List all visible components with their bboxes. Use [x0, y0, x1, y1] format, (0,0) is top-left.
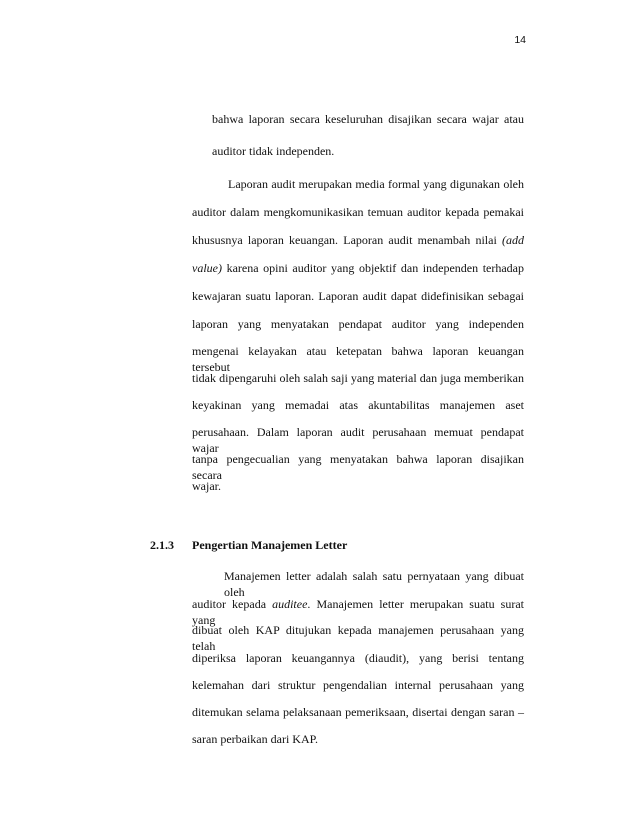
italic-term: value) — [192, 261, 222, 275]
page-number: 14 — [514, 34, 526, 46]
paragraph-line: saran perbaikan dari KAP. — [192, 732, 318, 746]
paragraph-line: tidak dipengaruhi oleh salah saji yang material dan juga memberikan — [192, 371, 524, 385]
section-number: 2.1.3 — [150, 538, 174, 552]
text-segment: karena opini auditor yang objektif dan independen terhadap — [226, 261, 525, 275]
paragraph-line: perusahaan. Dalam laporan audit perusahaan memuat pendapat wajar — [192, 425, 524, 455]
paragraph-line: diperiksa laporan keuangannya (diaudit), yang berisi tentang — [192, 651, 524, 665]
text-segment: . Manajemen letter merupakan suatu surat yang — [192, 597, 524, 627]
continuation-line: auditor tidak independen. — [212, 144, 335, 158]
paragraph-line: kelemahan dari struktur pengendalian internal perusahaan yang — [192, 678, 524, 692]
paragraph-line: kewajaran suatu laporan. Laporan audit dapat didefinisikan sebagai — [192, 289, 524, 303]
paragraph-line: ditemukan selama pelaksanaan pemeriksaan, disertai dengan saran – — [192, 705, 524, 719]
paragraph-line: Laporan audit merupakan media formal yang digunakan oleh — [228, 177, 524, 191]
italic-term: auditee — [272, 597, 308, 611]
paragraph-line: dibuat oleh KAP ditujukan kepada manajemen perusahaan yang telah — [192, 623, 524, 653]
paragraph-line: tanpa pengecualian yang menyatakan bahwa laporan disajikan secara — [192, 452, 524, 482]
paragraph-line — [192, 260, 524, 276]
paragraph-line: keyakinan yang memadai atas akuntabilitas manajemen aset — [192, 398, 524, 412]
paragraph-line — [192, 232, 524, 248]
paragraph-line: wajar. — [192, 479, 221, 493]
paragraph-line: Manajemen letter adalah salah satu pernyataan yang dibuat oleh — [224, 569, 524, 599]
paragraph-line: laporan yang menyatakan pendapat auditor yang independen — [192, 317, 524, 331]
section-title: Pengertian Manajemen Letter — [192, 538, 348, 552]
text-segment: khususnya laporan keuangan. Laporan audit menambah nilai — [192, 233, 497, 247]
text-segment: auditor kepada — [192, 597, 267, 611]
continuation-line: bahwa laporan secara keseluruhan disajikan secara wajar atau — [212, 112, 524, 126]
paragraph-line: auditor dalam mengkomunikasikan temuan auditor kepada pemakai — [192, 205, 524, 219]
italic-term: (add — [502, 233, 524, 247]
paragraph-line: mengenai kelayakan atau ketepatan bahwa laporan keuangan tersebut — [192, 344, 524, 374]
